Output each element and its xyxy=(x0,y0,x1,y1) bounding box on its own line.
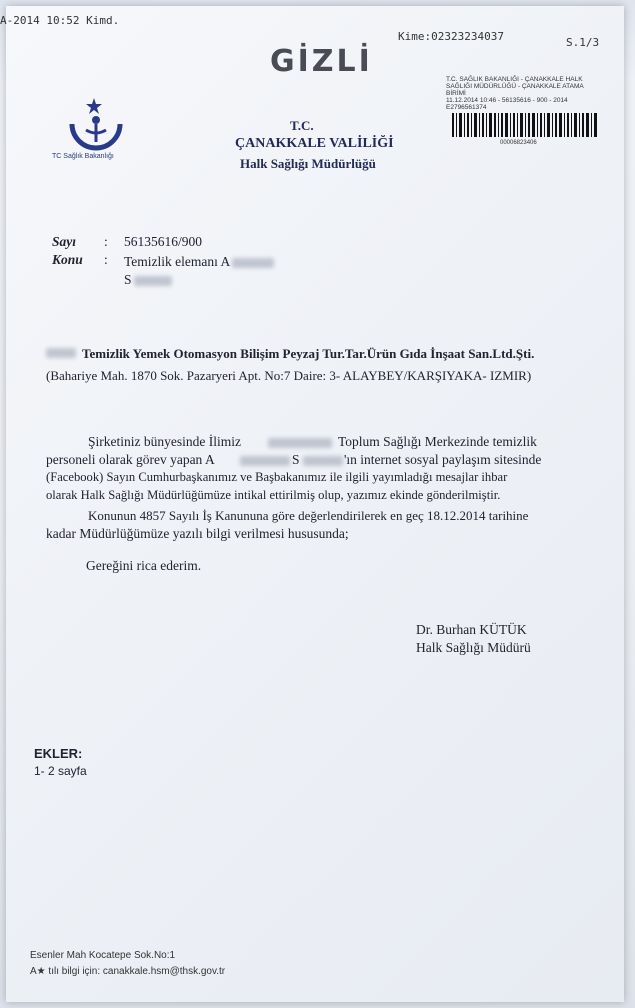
body-line-1a: Şirketiniz bünyesinde İlimiz xyxy=(88,434,241,449)
body-line-5: Konunun 4857 Sayılı İş Kanununa göre değerlendirilerek en geç 18.12.2014 tarihine xyxy=(88,508,529,523)
body-line-2a: personeli olarak görev yapan A xyxy=(46,452,215,467)
footer-info-row xyxy=(30,966,225,977)
redaction-mask xyxy=(303,456,343,466)
footer-info: tılı bilgi için: canakkale.hsm@thsk.gov.tr xyxy=(48,966,226,977)
attachments-item: 1- 2 sayfa xyxy=(34,764,87,778)
konu-label: Konu xyxy=(52,252,83,267)
registry-stamp: T.C. SAĞLIK BAKANLIĞI - ÇANAKKALE HALK SAĞLIĞI MÜDÜRLÜĞÜ - ÇANAKKALE ATAMA BİRİMİ 11.12.2014 10:46 - 56135616 - 900 - 2014 E2796561374 xyxy=(446,76,584,111)
fax-header-recipient: Kime:02323234037 xyxy=(398,30,504,43)
header-tc: T.C. xyxy=(290,118,314,133)
konu-value: Temizlik elemanı A xyxy=(124,254,231,269)
recipient-address: (Bahariye Mah. 1870 Sok. Pazaryeri Apt. No:7 Daire: 3- ALAYBEY/KARŞIYAKA- IZMIR) xyxy=(46,368,532,383)
classification-label: GİZLİ xyxy=(270,44,373,79)
redaction-mask xyxy=(240,456,290,466)
star-icon: ★ xyxy=(36,966,46,977)
body-line-6: kadar Müdürlüğümüze yazılı bilgi verilmesi hususunda; xyxy=(46,526,349,541)
signatory-title: Halk Sağlığı Müdürü xyxy=(416,640,531,655)
body-line-1b: Toplum Sağlığı Merkezinde temizlik xyxy=(338,434,537,449)
footer-address: Esenler Mah Kocatepe Sok.No:1 xyxy=(30,950,176,961)
sayi-colon: : xyxy=(104,234,108,249)
redaction-mask xyxy=(232,258,274,268)
closing-line: Gereğini rica ederim. xyxy=(86,558,202,573)
fax-header-left: A-2014 10:52 Kimd. xyxy=(0,14,120,27)
recipient-company: Temizlik Yemek Otomasyon Bilişim Peyzaj Tur.Tar.Ürün Gıda İnşaat San.Ltd.Şti. xyxy=(82,346,535,361)
redaction-mask xyxy=(46,348,76,358)
sayi-value: 56135616/900 xyxy=(124,234,203,249)
barcode-number: 00006823406 xyxy=(500,140,537,146)
body-line-3: (Facebook) Sayın Cumhurbaşkanımız ve Başbakanımız ile ilgili yayımladığı mesajlar ihbar xyxy=(46,470,508,484)
sayi-label: Sayı xyxy=(52,234,77,249)
signatory-name: Dr. Burhan KÜTÜK xyxy=(416,622,527,637)
footer-info-prefix: A xyxy=(30,966,37,977)
body-line-4: olarak Halk Sağlığı Müdürlüğümüze intikal ettirilmiş olup, yazımız ekinde gönderilmiştir. xyxy=(46,488,501,502)
body-line-2b: S xyxy=(292,452,300,467)
konu-value-line2: S xyxy=(124,272,132,287)
redaction-mask xyxy=(134,276,172,286)
attachments-label: EKLER: xyxy=(34,746,83,761)
redaction-mask xyxy=(268,438,332,448)
fax-page-number: S.1/3 xyxy=(566,36,600,49)
barcode-icon xyxy=(452,113,597,137)
header-directorate: Halk Sağlığı Müdürlüğü xyxy=(240,156,376,171)
header-governorship: ÇANAKKALE VALİLİĞİ xyxy=(235,136,394,151)
logo-caption: TC Sağlık Bakanlığı xyxy=(52,153,114,160)
konu-colon: : xyxy=(104,252,108,267)
body-line-2c: 'ın internet sosyal paylaşım sitesinde xyxy=(344,452,542,467)
